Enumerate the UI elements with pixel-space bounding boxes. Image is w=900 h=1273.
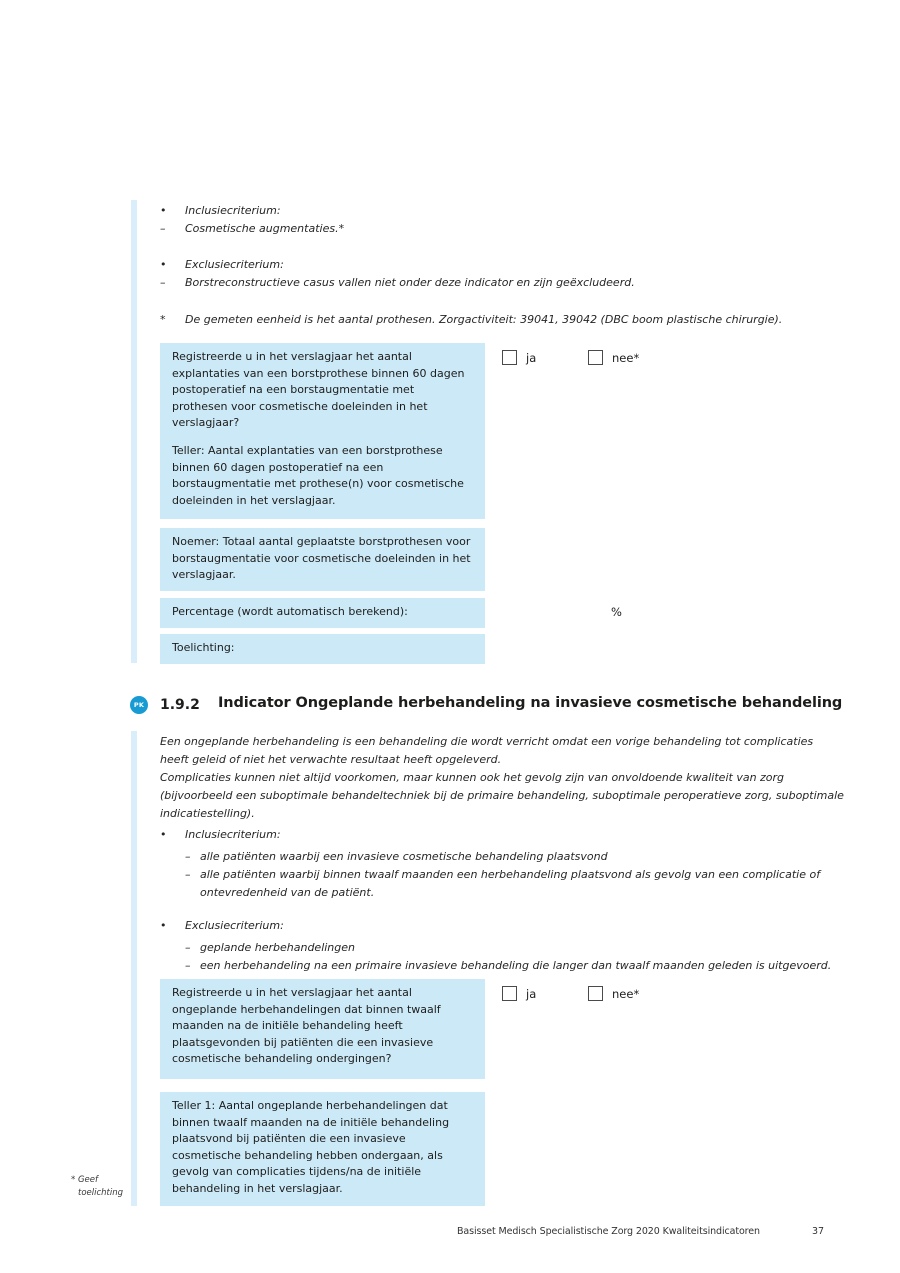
list-item xyxy=(160,917,850,935)
pk-badge-icon: PK xyxy=(130,696,148,714)
asterisk-icon: * xyxy=(71,1175,76,1185)
percentage-label: Percentage (wordt automatisch berekend): xyxy=(172,605,408,618)
page-number: 37 xyxy=(812,1226,825,1237)
checkbox-nee-label: nee* xyxy=(612,986,640,1001)
percentage-unit: % xyxy=(611,605,622,619)
list-item-label: geplande herbehandelingen xyxy=(200,941,355,954)
bullet-icon: • xyxy=(160,919,167,932)
list-item-label: alle patiënten waarbij binnen twaalf maanden een herbehandeling plaatsvond als gevolg van een complicatie of ontevredenheid van de patiënt. xyxy=(200,868,821,899)
intro-paragraph: Complicaties kunnen niet altijd voorkomen, maar kunnen ook het gevolg zijn van onvoldoende kwaliteit van zorg (bijvoorbeeld een suboptimale behandeltechniek bij de primaire behandeling, suboptimale peroperatieve zorg, suboptimale indicatiestelling). xyxy=(160,771,844,820)
list-item-label: alle patiënten waarbij een invasieve cosmetische behandeling plaatsvond xyxy=(200,850,608,863)
section-accent-bar-top xyxy=(131,200,137,663)
list-item-label: Exclusiecriterium: xyxy=(185,258,284,271)
checkbox-nee[interactable] xyxy=(588,350,603,365)
asterisk-icon: * xyxy=(160,313,166,326)
percentage-box xyxy=(160,598,485,628)
list-subitem xyxy=(160,866,850,902)
bullet-icon: • xyxy=(160,258,167,271)
criteria-list-herbehandeling xyxy=(160,826,850,975)
list-subitem xyxy=(160,939,850,957)
toelichting-label: Toelichting: xyxy=(172,641,235,654)
checkbox-ja[interactable] xyxy=(502,350,517,365)
list-item-label: Exclusiecriterium: xyxy=(185,919,284,932)
checkbox-ja[interactable] xyxy=(502,986,517,1001)
list-item xyxy=(160,274,850,292)
list-subitem xyxy=(160,957,850,975)
toelichting-box xyxy=(160,634,485,664)
answer-option-ja-2 xyxy=(502,986,536,1001)
section-title: Indicator Ongeplande herbehandeling na invasieve cosmetische behandeling xyxy=(218,695,843,711)
intro-paragraph: Een ongeplande herbehandeling is een behandeling die wordt verricht omdat een vorige behandeling tot complicaties heeft geleid of niet het verwachte resultaat heeft opgeleverd. xyxy=(160,735,814,766)
list-item xyxy=(160,220,850,238)
answer-option-nee-2 xyxy=(588,986,639,1001)
margin-note xyxy=(71,1174,123,1200)
list-item xyxy=(160,256,850,274)
checkbox-nee-label: nee* xyxy=(612,350,640,365)
checkbox-nee[interactable] xyxy=(588,986,603,1001)
footnote xyxy=(160,311,850,329)
answer-option-ja-1 xyxy=(502,350,536,365)
footnote-text: De gemeten eenheid is het aantal prothesen. Zorgactiviteit: 39041, 39042 (DBC boom plastische chirurgie). xyxy=(185,313,783,326)
checkbox-ja-label: ja xyxy=(526,350,537,365)
question-box-herbehandeling xyxy=(160,979,485,1079)
list-item-label: Borstreconstructieve casus vallen niet onder deze indicator en zijn geëxcludeerd. xyxy=(185,276,635,289)
dash-icon: – xyxy=(185,941,191,954)
list-item-label: Cosmetische augmentaties.* xyxy=(185,222,345,235)
question-text: Registreerde u in het verslagjaar het aantal explantaties van een borstprothese binnen 60 dagen postoperatief na een borstaugmentatie met prothesen voor cosmetische doeleinden in het verslagjaar? xyxy=(172,350,465,429)
dash-icon: – xyxy=(185,850,191,863)
dash-icon: – xyxy=(185,959,191,972)
margin-note-line2: toelichting xyxy=(78,1188,124,1198)
question-text: Registreerde u in het verslagjaar het aantal ongeplande herbehandelingen dat binnen twaalf maanden na de initiële behandeling heeft plaatsgevonden bij patiënten die een invasieve cosmetische behandeling ondergingen? xyxy=(172,986,441,1065)
question-box-explantaties xyxy=(160,343,485,439)
list-item-label: een herbehandeling na een primaire invasieve behandeling die langer dan twaalf maanden geleden is uitgevoerd. xyxy=(200,959,832,972)
list-item-label: Inclusiecriterium: xyxy=(185,204,281,217)
teller1-box xyxy=(160,1092,485,1206)
list-item-label: Inclusiecriterium: xyxy=(185,828,281,841)
criteria-list-explantaties xyxy=(160,202,850,329)
dash-icon: – xyxy=(185,868,191,881)
noemer-box xyxy=(160,528,485,591)
section-number: 1.9.2 xyxy=(160,697,200,713)
answer-option-nee-1 xyxy=(588,350,639,365)
list-subitem xyxy=(160,848,850,866)
section-accent-bar-bottom xyxy=(131,731,137,1206)
teller-box xyxy=(160,437,485,519)
teller-text: Teller: Aantal explantaties van een borstprothese binnen 60 dagen postoperatief na een borstaugmentatie met prothese(n) voor cosmetische doeleinden in het verslagjaar. xyxy=(172,444,464,507)
list-item xyxy=(160,826,850,844)
list-item xyxy=(160,202,850,220)
margin-note-line1: * Geef xyxy=(71,1175,98,1185)
teller1-text: Teller 1: Aantal ongeplande herbehandelingen dat binnen twaalf maanden na de initiële behandeling plaatsvond bij patiënten die een invasieve cosmetische behandeling hebben ondergaan, als gevolg van complicaties tijdens/na de initiële behandeling in het verslagjaar. xyxy=(172,1099,450,1195)
section-intro xyxy=(160,733,845,823)
bullet-icon: • xyxy=(160,828,167,841)
bullet-icon: • xyxy=(160,204,167,217)
noemer-text: Noemer: Totaal aantal geplaatste borstprothesen voor borstaugmentatie voor cosmetische doeleinden in het verslagjaar. xyxy=(172,535,471,581)
checkbox-ja-label: ja xyxy=(526,986,537,1001)
dash-icon: – xyxy=(160,222,166,235)
dash-icon: – xyxy=(160,276,166,289)
footer-title: Basisset Medisch Specialistische Zorg 2020 Kwaliteitsindicatoren xyxy=(457,1226,760,1237)
